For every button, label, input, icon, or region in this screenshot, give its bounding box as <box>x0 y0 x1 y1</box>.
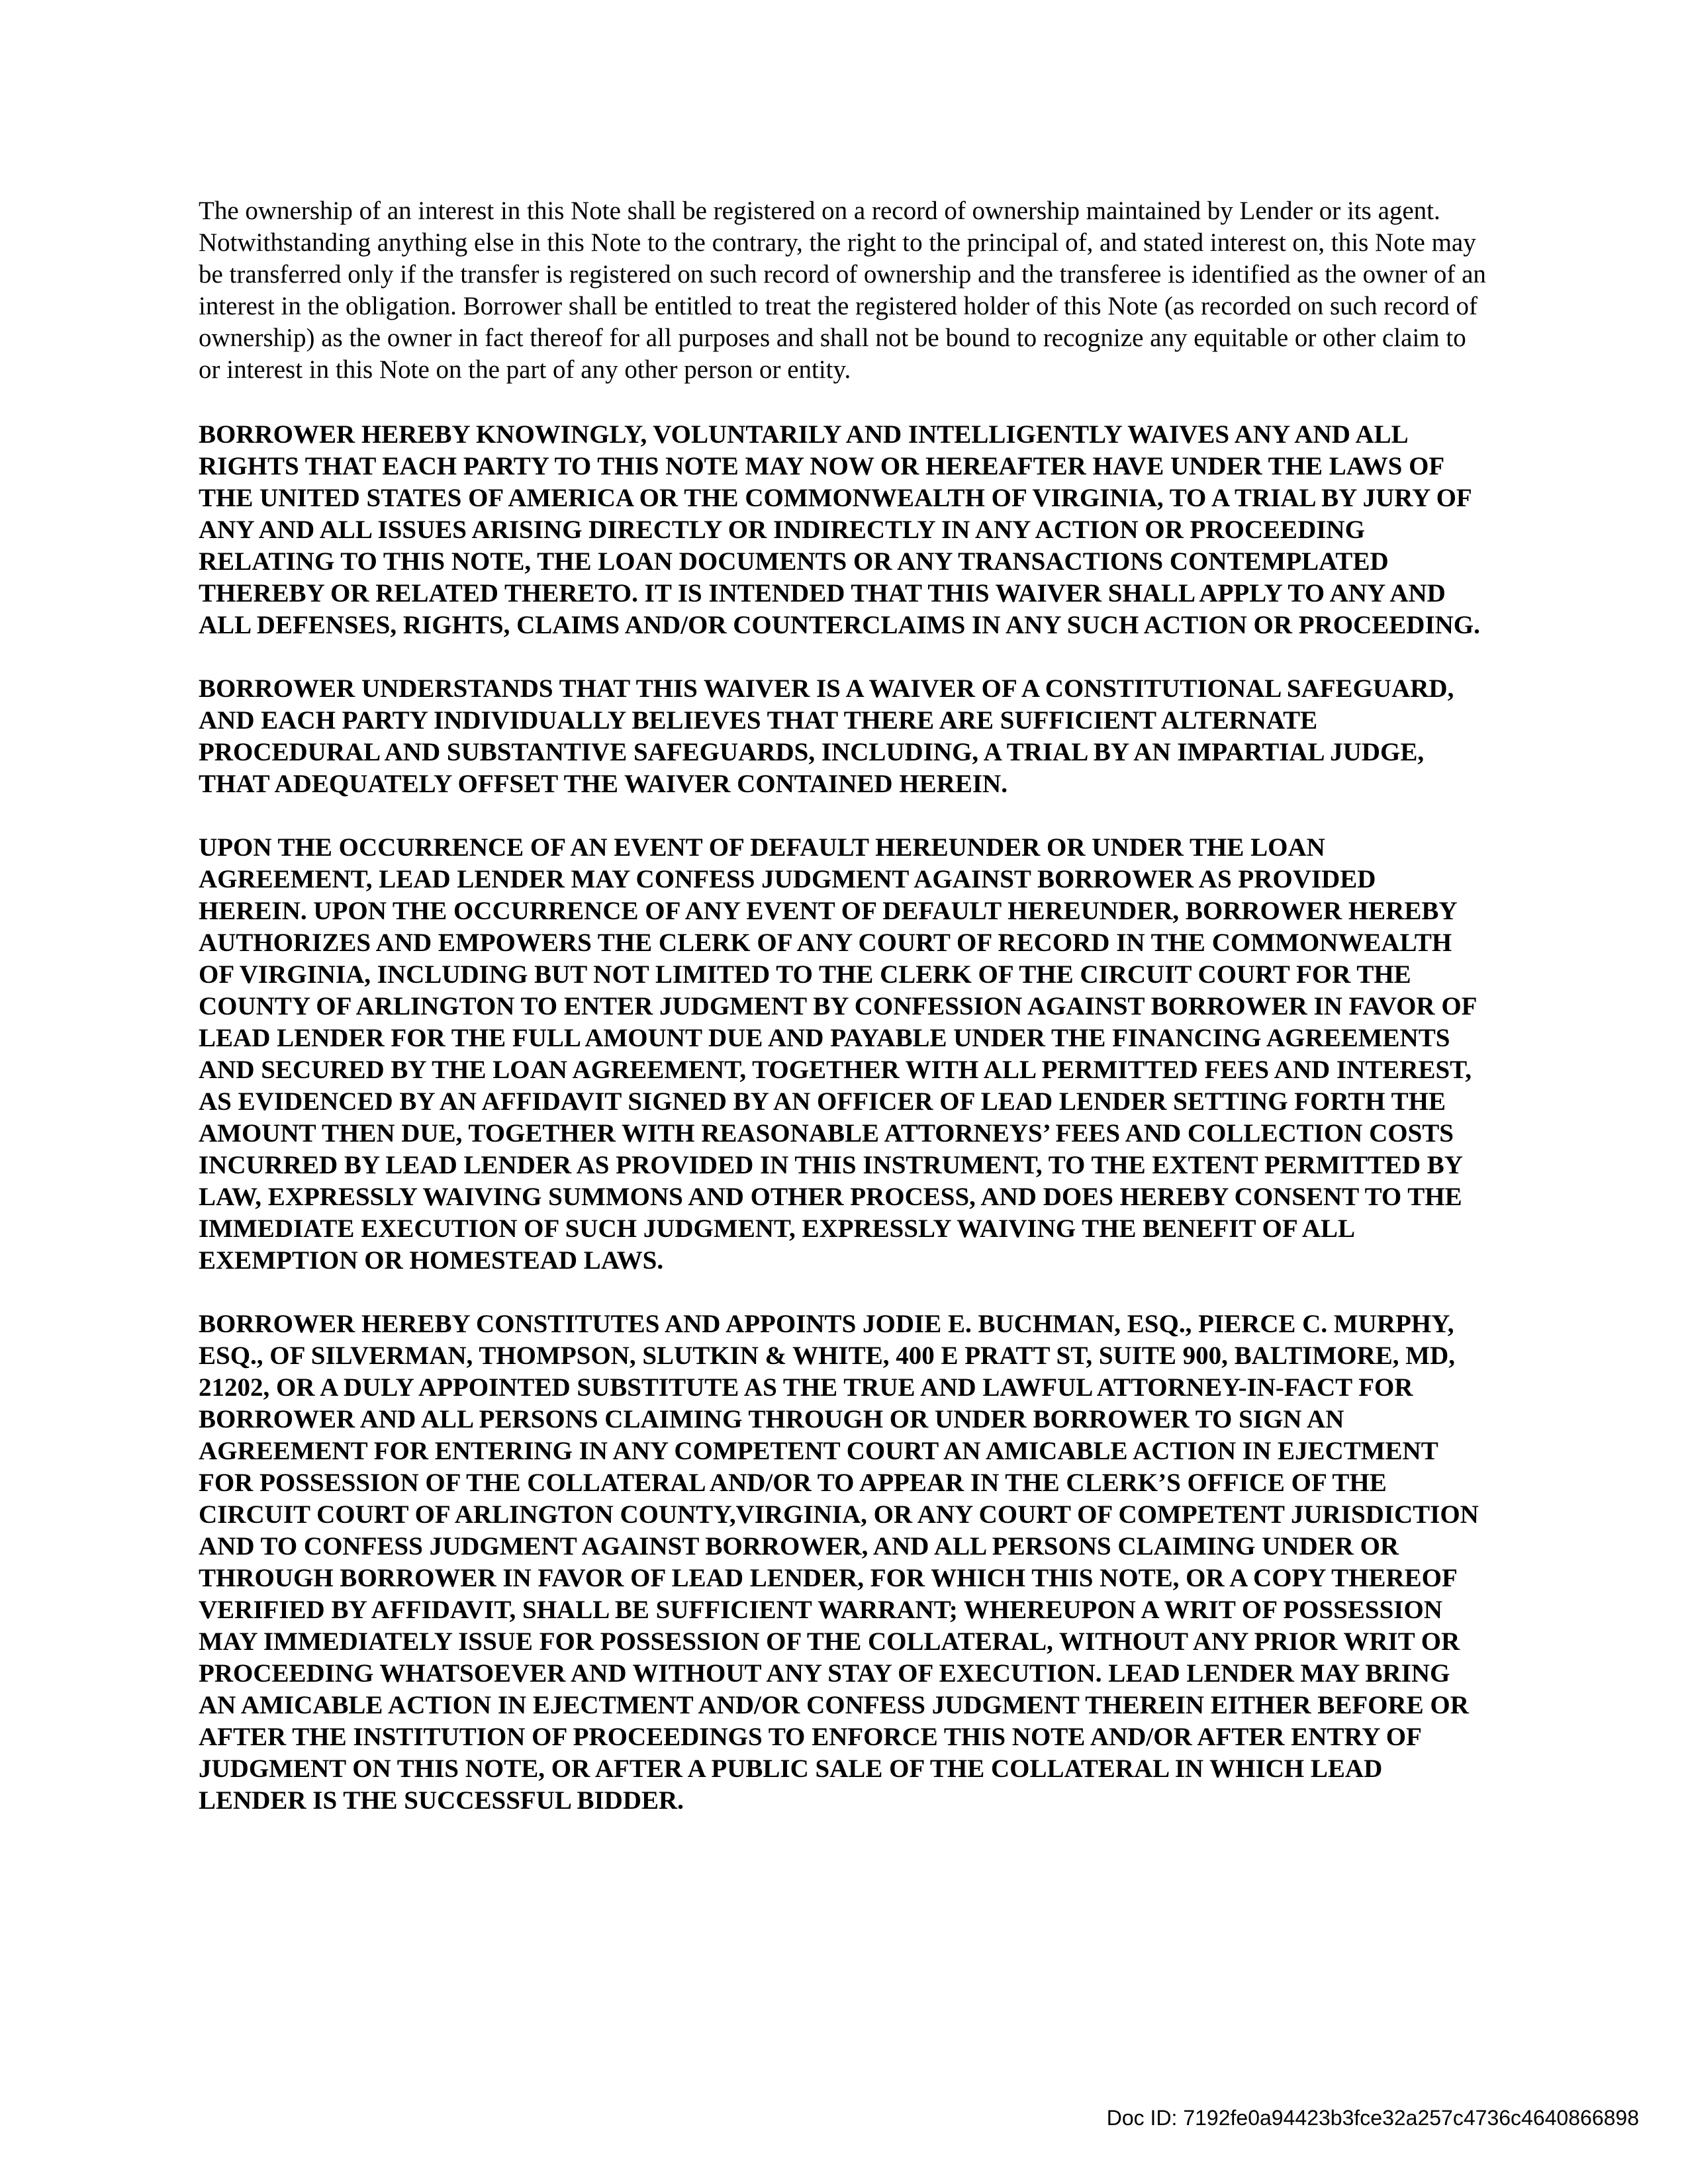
document-body <box>199 195 1489 1817</box>
paragraph-constitutional-safeguard: BORROWER UNDERSTANDS THAT THIS WAIVER IS A WAIVER OF A CONSTITUTIONAL SAFEGUARD, AND EACH PARTY INDIVIDUALLY BELIEVES THAT THERE ARE SUFFICIENT ALTERNATE PROCEDURAL AND SUBSTANTIVE SAFEGUARDS, INCLUDING, A TRIAL BY AN IMPARTIAL JUDGE, THAT ADEQUATELY OFFSET THE WAIVER CONTAINED HEREIN. <box>199 674 1454 798</box>
paragraph-attorney-in-fact: BORROWER HEREBY CONSTITUTES AND APPOINTS JODIE E. BUCHMAN, ESQ., PIERCE C. MURPHY, ESQ., OF SILVERMAN, THOMPSON, SLUTKIN & WHITE, 400 E PRATT ST, SUITE 900, BALTIMORE, MD, 21202, OR A DULY APPOINTED SUBSTITUTE AS THE TRUE AND LAWFUL ATTORNEY-IN-FACT FOR BORROWER AND ALL PERSONS CLAIMING THROUGH OR UNDER BORROWER TO SIGN AN AGREEMENT FOR ENTERING IN ANY COMPETENT COURT AN AMICABLE ACTION IN EJECTMENT FOR POSSESSION OF THE COLLATERAL AND/OR TO APPEAR IN THE CLERK’S OFFICE OF THE CIRCUIT COURT OF ARLINGTON COUNTY,VIRGINIA, OR ANY COURT OF COMPETENT JURISDICTION AND TO CONFESS JUDGMENT AGAINST BORROWER, AND ALL PERSONS CLAIMING UNDER OR THROUGH BORROWER IN FAVOR OF LEAD LENDER, FOR WHICH THIS NOTE, OR A COPY THEREOF VERIFIED BY AFFIDAVIT, SHALL BE SUFFICIENT WARRANT; WHEREUPON A WRIT OF POSSESSION MAY IMMEDIATELY ISSUE FOR POSSESSION OF THE COLLATERAL, WITHOUT ANY PRIOR WRIT OR PROCEEDING WHATSOEVER AND WITHOUT ANY STAY OF EXECUTION. LEAD LENDER MAY BRING AN AMICABLE ACTION IN EJECTMENT AND/OR CONFESS JUDGMENT THEREIN EITHER BEFORE OR AFTER THE INSTITUTION OF PROCEEDINGS TO ENFORCE THIS NOTE AND/OR AFTER ENTRY OF JUDGMENT ON THIS NOTE, OR AFTER A PUBLIC SALE OF THE COLLATERAL IN WHICH LEAD LENDER IS THE SUCCESSFUL BIDDER. <box>199 1310 1479 1815</box>
paragraph-confession-of-judgment: UPON THE OCCURRENCE OF AN EVENT OF DEFAULT HEREUNDER OR UNDER THE LOAN AGREEMENT, LEAD LENDER MAY CONFESS JUDGMENT AGAINST BORROWER AS PROVIDED HEREIN. UPON THE OCCURRENCE OF ANY EVENT OF DEFAULT HEREUNDER, BORROWER HEREBY AUTHORIZES AND EMPOWERS THE CLERK OF ANY COURT OF RECORD IN THE COMMONWEALTH OF VIRGINIA, INCLUDING BUT NOT LIMITED TO THE CLERK OF THE CIRCUIT COURT FOR THE COUNTY OF ARLINGTON TO ENTER JUDGMENT BY CONFESSION AGAINST BORROWER IN FAVOR OF LEAD LENDER FOR THE FULL AMOUNT DUE AND PAYABLE UNDER THE FINANCING AGREEMENTS AND SECURED BY THE LOAN AGREEMENT, TOGETHER WITH ALL PERMITTED FEES AND INTEREST, AS EVIDENCED BY AN AFFIDAVIT SIGNED BY AN OFFICER OF LEAD LENDER SETTING FORTH THE AMOUNT THEN DUE, TOGETHER WITH REASONABLE ATTORNEYS’ FEES AND COLLECTION COSTS INCURRED BY LEAD LENDER AS PROVIDED IN THIS INSTRUMENT, TO THE EXTENT PERMITTED BY LAW, EXPRESSLY WAIVING SUMMONS AND OTHER PROCESS, AND DOES HEREBY CONSENT TO THE IMMEDIATE EXECUTION OF SUCH JUDGMENT, EXPRESSLY WAIVING THE BENEFIT OF ALL EXEMPTION OR HOMESTEAD LAWS. <box>199 833 1477 1275</box>
paragraph-jury-trial-waiver: BORROWER HEREBY KNOWINGLY, VOLUNTARILY AND INTELLIGENTLY WAIVES ANY AND ALL RIGHTS THAT EACH PARTY TO THIS NOTE MAY NOW OR HEREAFTER HAVE UNDER THE LAWS OF THE UNITED STATES OF AMERICA OR THE COMMONWEALTH OF VIRGINIA, TO A TRIAL BY JURY OF ANY AND ALL ISSUES ARISING DIRECTLY OR INDIRECTLY IN ANY ACTION OR PROCEEDING RELATING TO THIS NOTE, THE LOAN DOCUMENTS OR ANY TRANSACTIONS CONTEMPLATED THEREBY OR RELATED THERETO. IT IS INTENDED THAT THIS WAIVER SHALL APPLY TO ANY AND ALL DEFENSES, RIGHTS, CLAIMS AND/OR COUNTERCLAIMS IN ANY SUCH ACTION OR PROCEEDING. <box>199 420 1480 639</box>
paragraph-ownership-registration: The ownership of an interest in this Note shall be registered on a record of ownership maintained by Lender or its agent. Notwithstanding anything else in this Note to the contrary, the right to the principal of, and stated interest on, this Note may be transferred only if the transfer is registered on such record of ownership and the transferee is identified as the owner of an interest in the obligation. Borrower shall be entitled to treat the registered holder of this Note (as recorded on such record of ownership) as the owner in fact thereof for all purposes and shall not be bound to recognize any equitable or other claim to or interest in this Note on the part of any other person or entity. <box>199 197 1486 384</box>
doc-id-footer: Doc ID: 7192fe0a94423b3fce32a257c4736c4640866898 <box>1106 2106 1639 2130</box>
